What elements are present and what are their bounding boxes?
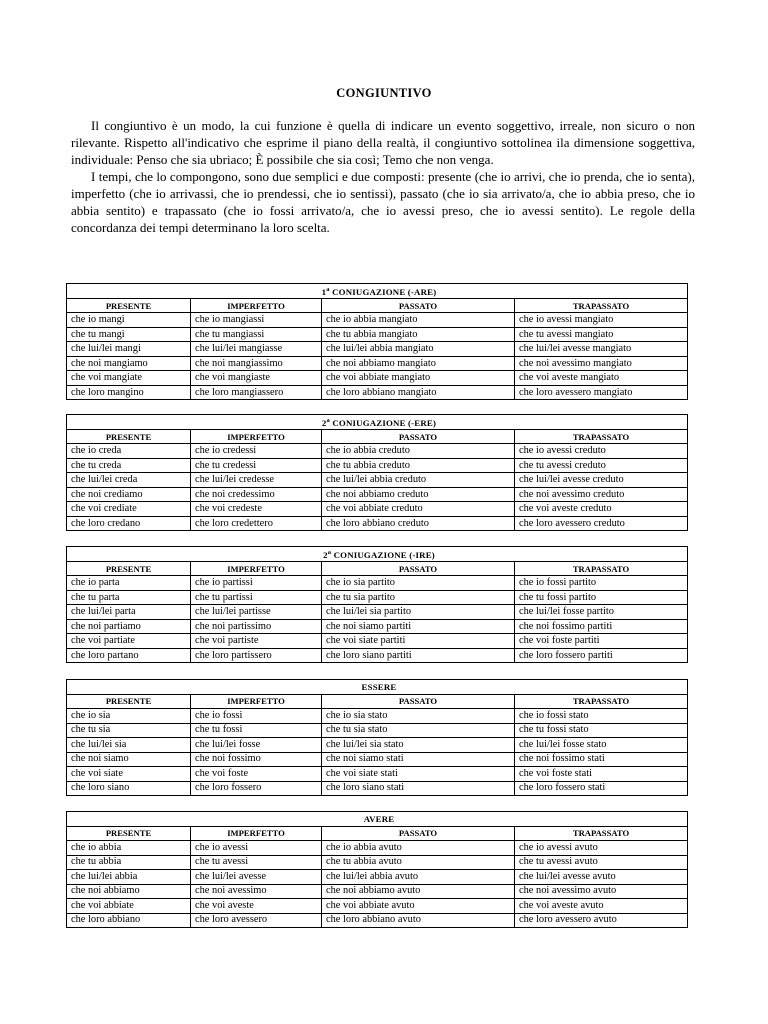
table-row: [67, 855, 688, 870]
table-row: [67, 576, 688, 591]
caption-text: ESSERE: [361, 681, 397, 692]
table-row: [67, 913, 688, 928]
table-caption-row: [67, 812, 688, 827]
table-cell: che noi mangiamo: [67, 356, 191, 371]
table-cell: che noi abbiamo creduto: [322, 487, 515, 502]
column-header: IMPERFETTO: [191, 561, 322, 576]
table-cell: che loro abbiano: [67, 913, 191, 928]
table-cell: che lui/lei credesse: [191, 473, 322, 488]
table-cell: che loro siano: [67, 781, 191, 796]
column-header: PASSATO: [322, 561, 515, 576]
table-cell: che noi credessimo: [191, 487, 322, 502]
table-cell: che voi abbiate creduto: [322, 502, 515, 517]
table-row: [67, 473, 688, 488]
table-caption: [67, 680, 688, 695]
table-cell: che tu partissi: [191, 590, 322, 605]
table-cell: che lui/lei fosse partito: [515, 605, 688, 620]
table-row: [67, 516, 688, 531]
column-header: TRAPASSATO: [515, 826, 688, 841]
table-cell: che noi partissimo: [191, 619, 322, 634]
caption-number: 2: [323, 549, 328, 560]
table-cell: che loro abbiano avuto: [322, 913, 515, 928]
table-cell: che lui/lei abbia: [67, 870, 191, 885]
table-cell: che loro siano partiti: [322, 648, 515, 663]
table-caption: [67, 812, 688, 827]
table-cell: che lui/lei abbia avuto: [322, 870, 515, 885]
caption-superscript: a: [326, 417, 330, 424]
table-row: [67, 313, 688, 328]
table-cell: che lui/lei abbia mangiato: [322, 342, 515, 357]
table-row: [67, 752, 688, 767]
table-cell: che loro fossero partiti: [515, 648, 688, 663]
table-cell: che tu sia: [67, 723, 191, 738]
table-cell: che voi credeste: [191, 502, 322, 517]
table-cell: che voi abbiate: [67, 899, 191, 914]
table-cell: che loro fossero: [191, 781, 322, 796]
table-cell: che noi avessimo mangiato: [515, 356, 688, 371]
column-header: PASSATO: [322, 826, 515, 841]
table-cell: che noi siamo: [67, 752, 191, 767]
table-cell: che loro credettero: [191, 516, 322, 531]
table-cell: che io mangiassi: [191, 313, 322, 328]
table-cell: che noi fossimo stati: [515, 752, 688, 767]
column-header: PASSATO: [322, 694, 515, 709]
table-caption: [67, 547, 688, 562]
table-cell: che io creda: [67, 444, 191, 459]
table-cell: che io fossi partito: [515, 576, 688, 591]
table-cell: che tu fossi: [191, 723, 322, 738]
table-cell: che loro partano: [67, 648, 191, 663]
table-row: [67, 648, 688, 663]
table-row: [67, 781, 688, 796]
table-cell: che tu creda: [67, 458, 191, 473]
table-row: [67, 502, 688, 517]
caption-number: 1: [321, 286, 327, 297]
table-cell: che lui/lei parta: [67, 605, 191, 620]
table-row: [67, 356, 688, 371]
table-row: [67, 487, 688, 502]
table-row: [67, 342, 688, 357]
table-cell: che voi crediate: [67, 502, 191, 517]
table-cell: che io fossi stato: [515, 709, 688, 724]
table-cell: che voi mangiaste: [191, 371, 322, 386]
table-cell: che voi foste: [191, 767, 322, 782]
table-cell: che loro partissero: [191, 648, 322, 663]
table-cell: che loro avessero: [191, 913, 322, 928]
table-cell: che voi siate partiti: [322, 634, 515, 649]
table-cell: che voi aveste: [191, 899, 322, 914]
table-cell: che tu avessi: [191, 855, 322, 870]
table-cell: che tu fossi partito: [515, 590, 688, 605]
table-cell: che io credessi: [191, 444, 322, 459]
table-cell: che lui/lei mangiasse: [191, 342, 322, 357]
table-cell: che voi foste partiti: [515, 634, 688, 649]
table-cell: che voi foste stati: [515, 767, 688, 782]
caption-text: CONIUGAZIONE (-ERE): [332, 417, 437, 428]
table-cell: che loro credano: [67, 516, 191, 531]
table-cell: che loro avessero mangiato: [515, 385, 688, 400]
caption-superscript: a: [326, 286, 330, 293]
table-cell: che noi fossimo partiti: [515, 619, 688, 634]
table-cell: che lui/lei avesse mangiato: [515, 342, 688, 357]
table-caption-row: [67, 547, 688, 562]
table-cell: che tu fossi stato: [515, 723, 688, 738]
intro-text: [71, 117, 695, 236]
table-row: [67, 899, 688, 914]
conjugation-table: [66, 283, 688, 400]
table-cell: che lui/lei creda: [67, 473, 191, 488]
caption-text: CONIUGAZIONE (-IRE): [333, 549, 435, 560]
table-cell: che lui/lei sia stato: [322, 738, 515, 753]
table-row: [67, 709, 688, 724]
table-cell: che noi abbiamo mangiato: [322, 356, 515, 371]
table-cell: che loro siano stati: [322, 781, 515, 796]
table-cell: che noi crediamo: [67, 487, 191, 502]
table-cell: che lui/lei avesse creduto: [515, 473, 688, 488]
table-cell: che tu parta: [67, 590, 191, 605]
table-cell: che io sia: [67, 709, 191, 724]
column-header: PRESENTE: [67, 429, 191, 444]
conjugation-table: [66, 811, 688, 928]
table-cell: che lui/lei sia: [67, 738, 191, 753]
table-row: [67, 738, 688, 753]
table-caption-row: [67, 415, 688, 430]
table-caption-row: [67, 680, 688, 695]
table-header-row: [67, 429, 688, 444]
table-row: [67, 870, 688, 885]
table-cell: che tu abbia avuto: [322, 855, 515, 870]
column-header: PASSATO: [322, 429, 515, 444]
table-cell: che voi aveste avuto: [515, 899, 688, 914]
column-header: PASSATO: [322, 298, 515, 313]
table-cell: che lui/lei partisse: [191, 605, 322, 620]
table-caption: [67, 415, 688, 430]
table-cell: che noi partiamo: [67, 619, 191, 634]
table-cell: che lui/lei abbia creduto: [322, 473, 515, 488]
table-caption: [67, 284, 688, 299]
table-cell: che loro fossero stati: [515, 781, 688, 796]
table-row: [67, 458, 688, 473]
table-cell: che loro mangiassero: [191, 385, 322, 400]
table-cell: che voi aveste creduto: [515, 502, 688, 517]
conjugation-table: [66, 546, 688, 663]
table-cell: che lui/lei avesse: [191, 870, 322, 885]
table-cell: che io partissi: [191, 576, 322, 591]
column-header: IMPERFETTO: [191, 298, 322, 313]
table-row: [67, 723, 688, 738]
caption-text: CONIUGAZIONE (-ARE): [332, 286, 437, 297]
table-cell: che io avessi creduto: [515, 444, 688, 459]
table-cell: che tu mangi: [67, 327, 191, 342]
column-header: PRESENTE: [67, 561, 191, 576]
table-cell: che voi mangiate: [67, 371, 191, 386]
column-header: IMPERFETTO: [191, 429, 322, 444]
table-cell: che io abbia creduto: [322, 444, 515, 459]
conjugation-table: [66, 414, 688, 531]
table-cell: che noi avessimo avuto: [515, 884, 688, 899]
table-cell: che voi partiate: [67, 634, 191, 649]
table-cell: che voi aveste mangiato: [515, 371, 688, 386]
table-cell: che voi partiste: [191, 634, 322, 649]
intro-paragraph-2: I tempi, che lo compongono, sono due semplici e due composti: presente (che io arrivi, che io prenda, che io senta), imperfetto (che io arrivassi, che io prendessi, che io sentissi), passato (che io sia arrivato/a, che io abbia preso, che io abbia sentito) e trapassato (che io fossi arrivato/a, che io avessi preso, che io avessi sentito). Le regole della concordanza dei tempi determinano la loro scelta.: [71, 169, 695, 235]
table-cell: che io abbia avuto: [322, 841, 515, 856]
table-cell: che voi siate: [67, 767, 191, 782]
caption-number: 2: [321, 417, 327, 428]
table-cell: che voi siate stati: [322, 767, 515, 782]
table-row: [67, 444, 688, 459]
table-cell: che io fossi: [191, 709, 322, 724]
table-cell: che tu abbia creduto: [322, 458, 515, 473]
table-cell: che tu avessi creduto: [515, 458, 688, 473]
table-row: [67, 634, 688, 649]
table-row: [67, 884, 688, 899]
table-cell: che noi siamo stati: [322, 752, 515, 767]
table-cell: che io sia partito: [322, 576, 515, 591]
column-header: PRESENTE: [67, 826, 191, 841]
table-cell: che noi abbiamo avuto: [322, 884, 515, 899]
table-row: [67, 590, 688, 605]
table-cell: che lui/lei mangi: [67, 342, 191, 357]
table-cell: che noi fossimo: [191, 752, 322, 767]
table-row: [67, 619, 688, 634]
table-cell: che lui/lei sia partito: [322, 605, 515, 620]
intro-paragraph-1: Il congiuntivo è un modo, la cui funzione è quella di indicare un evento soggettivo, irreale, non sicuro o non rilevante. Rispetto all'indicativo che esprime il piano della realtà, il congiuntivo sottolinea ila dimensione soggettiva, individuale: Penso che sia ubriaco; È possibile che sia così; Temo che non venga.: [71, 118, 695, 167]
table-cell: che io avessi mangiato: [515, 313, 688, 328]
table-cell: che noi siamo partiti: [322, 619, 515, 634]
table-cell: che tu avessi avuto: [515, 855, 688, 870]
column-header: IMPERFETTO: [191, 826, 322, 841]
table-cell: che lui/lei fosse: [191, 738, 322, 753]
table-row: [67, 767, 688, 782]
table-cell: che voi abbiate mangiato: [322, 371, 515, 386]
table-cell: che tu mangiassi: [191, 327, 322, 342]
table-cell: che voi abbiate avuto: [322, 899, 515, 914]
table-cell: che io avessi avuto: [515, 841, 688, 856]
table-header-row: [67, 694, 688, 709]
conjugation-table: [66, 679, 688, 796]
table-cell: che lui/lei fosse stato: [515, 738, 688, 753]
table-cell: che tu sia partito: [322, 590, 515, 605]
column-header: IMPERFETTO: [191, 694, 322, 709]
column-header: PRESENTE: [67, 694, 191, 709]
table-cell: che tu abbia: [67, 855, 191, 870]
table-cell: che noi avessimo: [191, 884, 322, 899]
table-cell: che noi abbiamo: [67, 884, 191, 899]
table-header-row: [67, 298, 688, 313]
table-cell: che tu sia stato: [322, 723, 515, 738]
column-header: TRAPASSATO: [515, 561, 688, 576]
table-header-row: [67, 561, 688, 576]
table-cell: che io sia stato: [322, 709, 515, 724]
table-cell: che noi avessimo creduto: [515, 487, 688, 502]
table-cell: che tu avessi mangiato: [515, 327, 688, 342]
table-cell: che io mangi: [67, 313, 191, 328]
table-row: [67, 385, 688, 400]
table-cell: che loro abbiano mangiato: [322, 385, 515, 400]
table-cell: che loro mangino: [67, 385, 191, 400]
table-row: [67, 841, 688, 856]
table-cell: che noi mangiassimo: [191, 356, 322, 371]
table-cell: che loro avessero creduto: [515, 516, 688, 531]
table-row: [67, 605, 688, 620]
table-caption-row: [67, 284, 688, 299]
table-cell: che io avessi: [191, 841, 322, 856]
table-row: [67, 371, 688, 386]
table-cell: che io abbia: [67, 841, 191, 856]
column-header: TRAPASSATO: [515, 694, 688, 709]
table-cell: che lui/lei avesse avuto: [515, 870, 688, 885]
column-header: PRESENTE: [67, 298, 191, 313]
table-row: [67, 327, 688, 342]
column-header: TRAPASSATO: [515, 298, 688, 313]
caption-superscript: a: [327, 549, 332, 556]
column-header: TRAPASSATO: [515, 429, 688, 444]
table-cell: che tu credessi: [191, 458, 322, 473]
table-header-row: [67, 826, 688, 841]
table-cell: che io parta: [67, 576, 191, 591]
table-cell: che io abbia mangiato: [322, 313, 515, 328]
table-cell: che tu abbia mangiato: [322, 327, 515, 342]
table-cell: che loro abbiano creduto: [322, 516, 515, 531]
caption-text: AVERE: [363, 813, 395, 824]
page-title: CONGIUNTIVO: [336, 86, 432, 100]
table-cell: che loro avessero avuto: [515, 913, 688, 928]
